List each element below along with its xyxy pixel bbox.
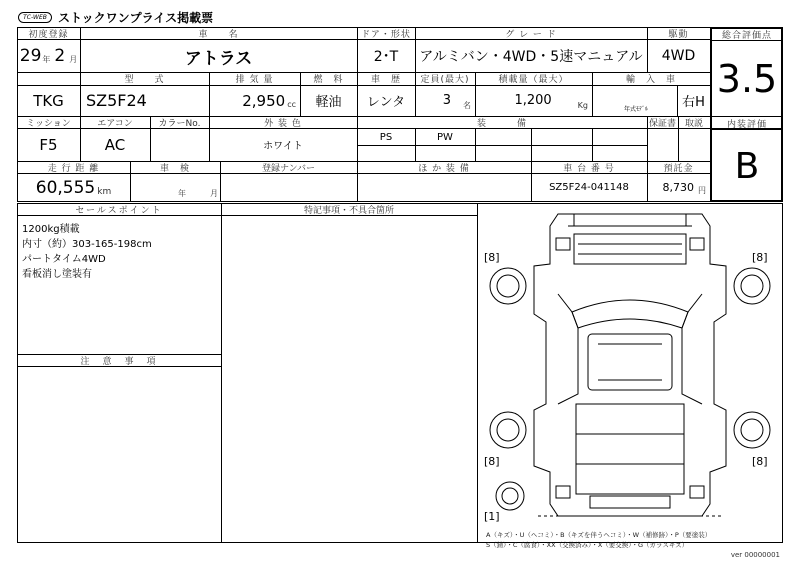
model-year-label: 年式ﾓﾃﾞﾙ	[624, 106, 649, 113]
legend-line: A（キズ）・U（ヘコミ）・B（キズを伴うヘコミ）・W（補修跡）・P（要塗装）	[486, 531, 712, 539]
capacity-label: 定員(最大)	[420, 75, 470, 85]
mileage-label: 走 行 距 離	[47, 163, 100, 174]
equipment-label: 装 備	[476, 118, 527, 129]
displacement-label: 排 気 量	[235, 75, 274, 85]
load-label: 積載量（最大）	[498, 75, 569, 85]
fuel-value: 軽油	[315, 95, 342, 110]
first-reg-value	[17, 40, 80, 72]
displacement-value	[209, 85, 300, 116]
reg-month: 2	[54, 46, 66, 66]
headlight-left	[556, 238, 570, 250]
legend-line: S（錆）・C（腐食）・XX（交換済み）・X（要交換）・G（ガラスキズ）	[486, 541, 689, 549]
mission-value: F5	[39, 135, 58, 154]
import-label: 輸 入 車	[625, 75, 676, 85]
capacity-unit: 名	[463, 101, 471, 110]
tire-rl-depth: [8]	[484, 455, 500, 468]
grade-label: グ レ ー ド	[505, 29, 557, 40]
model-label: 型 式	[124, 75, 165, 85]
sales-point: 内寸（約）303-165-198cm	[22, 239, 152, 250]
grade-value: アルミバン・4WD・5速マニュアル	[419, 49, 643, 65]
remarks-title: 特記事項・不具合箇所	[303, 205, 394, 216]
mileage-number: 60,555	[35, 177, 96, 198]
door-shape-label: ドア・形状	[361, 29, 411, 40]
history-label: 車 歴	[370, 75, 401, 85]
hood	[574, 234, 686, 264]
warranty-label: 保証書	[648, 118, 676, 129]
sales-points-title: セールスポイント	[75, 205, 163, 216]
capacity-number: 3	[442, 93, 451, 108]
cargo-area	[576, 404, 684, 494]
sales-point: パートタイム4WD	[22, 254, 106, 265]
roof	[588, 334, 672, 390]
damage-legend	[486, 530, 711, 550]
notice-title: 注 意 事 項	[80, 356, 158, 367]
wheel-spare	[496, 482, 524, 510]
inspection-month-unit: 月	[210, 189, 218, 198]
company-logo: TC-WEB	[18, 12, 52, 23]
steering-value: 右H	[682, 95, 705, 110]
taillight-left	[556, 486, 570, 498]
other-equip-label: ほ か 装 備	[418, 163, 470, 174]
door-shape-value: 2･T	[373, 49, 399, 65]
drive-value: 4WD	[661, 48, 696, 64]
load-unit: Kg	[577, 101, 588, 110]
reg-month-unit: 月	[69, 54, 78, 64]
fuel-label: 燃 料	[313, 75, 344, 85]
tailgate	[590, 496, 670, 508]
manual-label: 取説	[684, 118, 703, 129]
aircon-label: エアコン	[97, 118, 133, 129]
model-prefix: TKG	[33, 91, 64, 110]
car-name-value: アトラス	[184, 48, 253, 69]
headlight-right	[690, 238, 704, 250]
wheel-front-right	[734, 268, 770, 304]
mileage-unit: km	[97, 186, 112, 197]
sales-points-list	[22, 222, 152, 282]
equip-pw: PW	[437, 131, 453, 143]
overall-score-label: 総合評価点	[721, 30, 772, 41]
form-title: ストックワンプライス掲載票	[58, 11, 214, 25]
taillight-right	[690, 486, 704, 498]
tire-fr-depth: [8]	[752, 251, 768, 264]
exterior-label: 外 装 色	[264, 118, 302, 129]
sales-point: 看板消し塗装有	[22, 269, 92, 280]
mileage-value	[17, 173, 130, 202]
price-unit: 円	[698, 186, 706, 195]
tire-rr-depth: [8]	[752, 455, 768, 468]
inspection-label: 車 検	[159, 163, 190, 174]
interior-score-value: B	[734, 145, 760, 187]
price-label: 預託金	[663, 163, 694, 174]
car-name-label: 車 名	[198, 29, 239, 40]
sales-point: 1200kg積載	[22, 224, 80, 235]
price-value	[647, 173, 710, 202]
tire-spare-depth: [1]	[484, 510, 500, 523]
history-value: レンタ	[366, 95, 406, 110]
wheel-rear-left	[490, 412, 526, 448]
reg-year-unit: 年	[42, 54, 51, 64]
version-label: ver 00000001	[730, 551, 780, 559]
equip-ps: PS	[379, 131, 393, 143]
front-bumper	[568, 214, 692, 226]
displacement-number: 2,950	[242, 91, 286, 110]
displacement-unit: cc	[287, 100, 296, 109]
model-value: SZ5F24	[86, 91, 147, 110]
mission-label: ミッション	[26, 118, 71, 129]
chassis-value: SZ5F24-041148	[549, 182, 629, 193]
interior-label: 内装評価	[726, 119, 767, 130]
chassis-label: 車 台 番 号	[563, 163, 615, 174]
overall-score-value: 3.5	[716, 56, 778, 101]
load-value	[475, 85, 592, 116]
inspection-year-unit: 年	[178, 189, 186, 198]
windshield	[572, 300, 688, 328]
plate-label: 登録ナンバー	[262, 163, 315, 174]
load-number: 1,200	[514, 93, 552, 108]
wheel-rear-right	[734, 412, 770, 448]
drive-label: 駆動	[668, 29, 689, 40]
color-no-label: カラーNo.	[158, 118, 201, 129]
price-number: 8,730	[662, 181, 694, 194]
first-reg-label: 初度登録	[28, 29, 69, 40]
reg-year: 29	[19, 46, 42, 66]
body-outline	[534, 214, 726, 516]
tire-fl-depth: [8]	[484, 251, 500, 264]
exterior-color-value: ホワイト	[263, 141, 303, 152]
capacity-value	[415, 85, 475, 116]
aircon-value: AC	[104, 135, 126, 154]
vehicle-diagram	[478, 204, 782, 542]
wheel-front-left	[490, 268, 526, 304]
